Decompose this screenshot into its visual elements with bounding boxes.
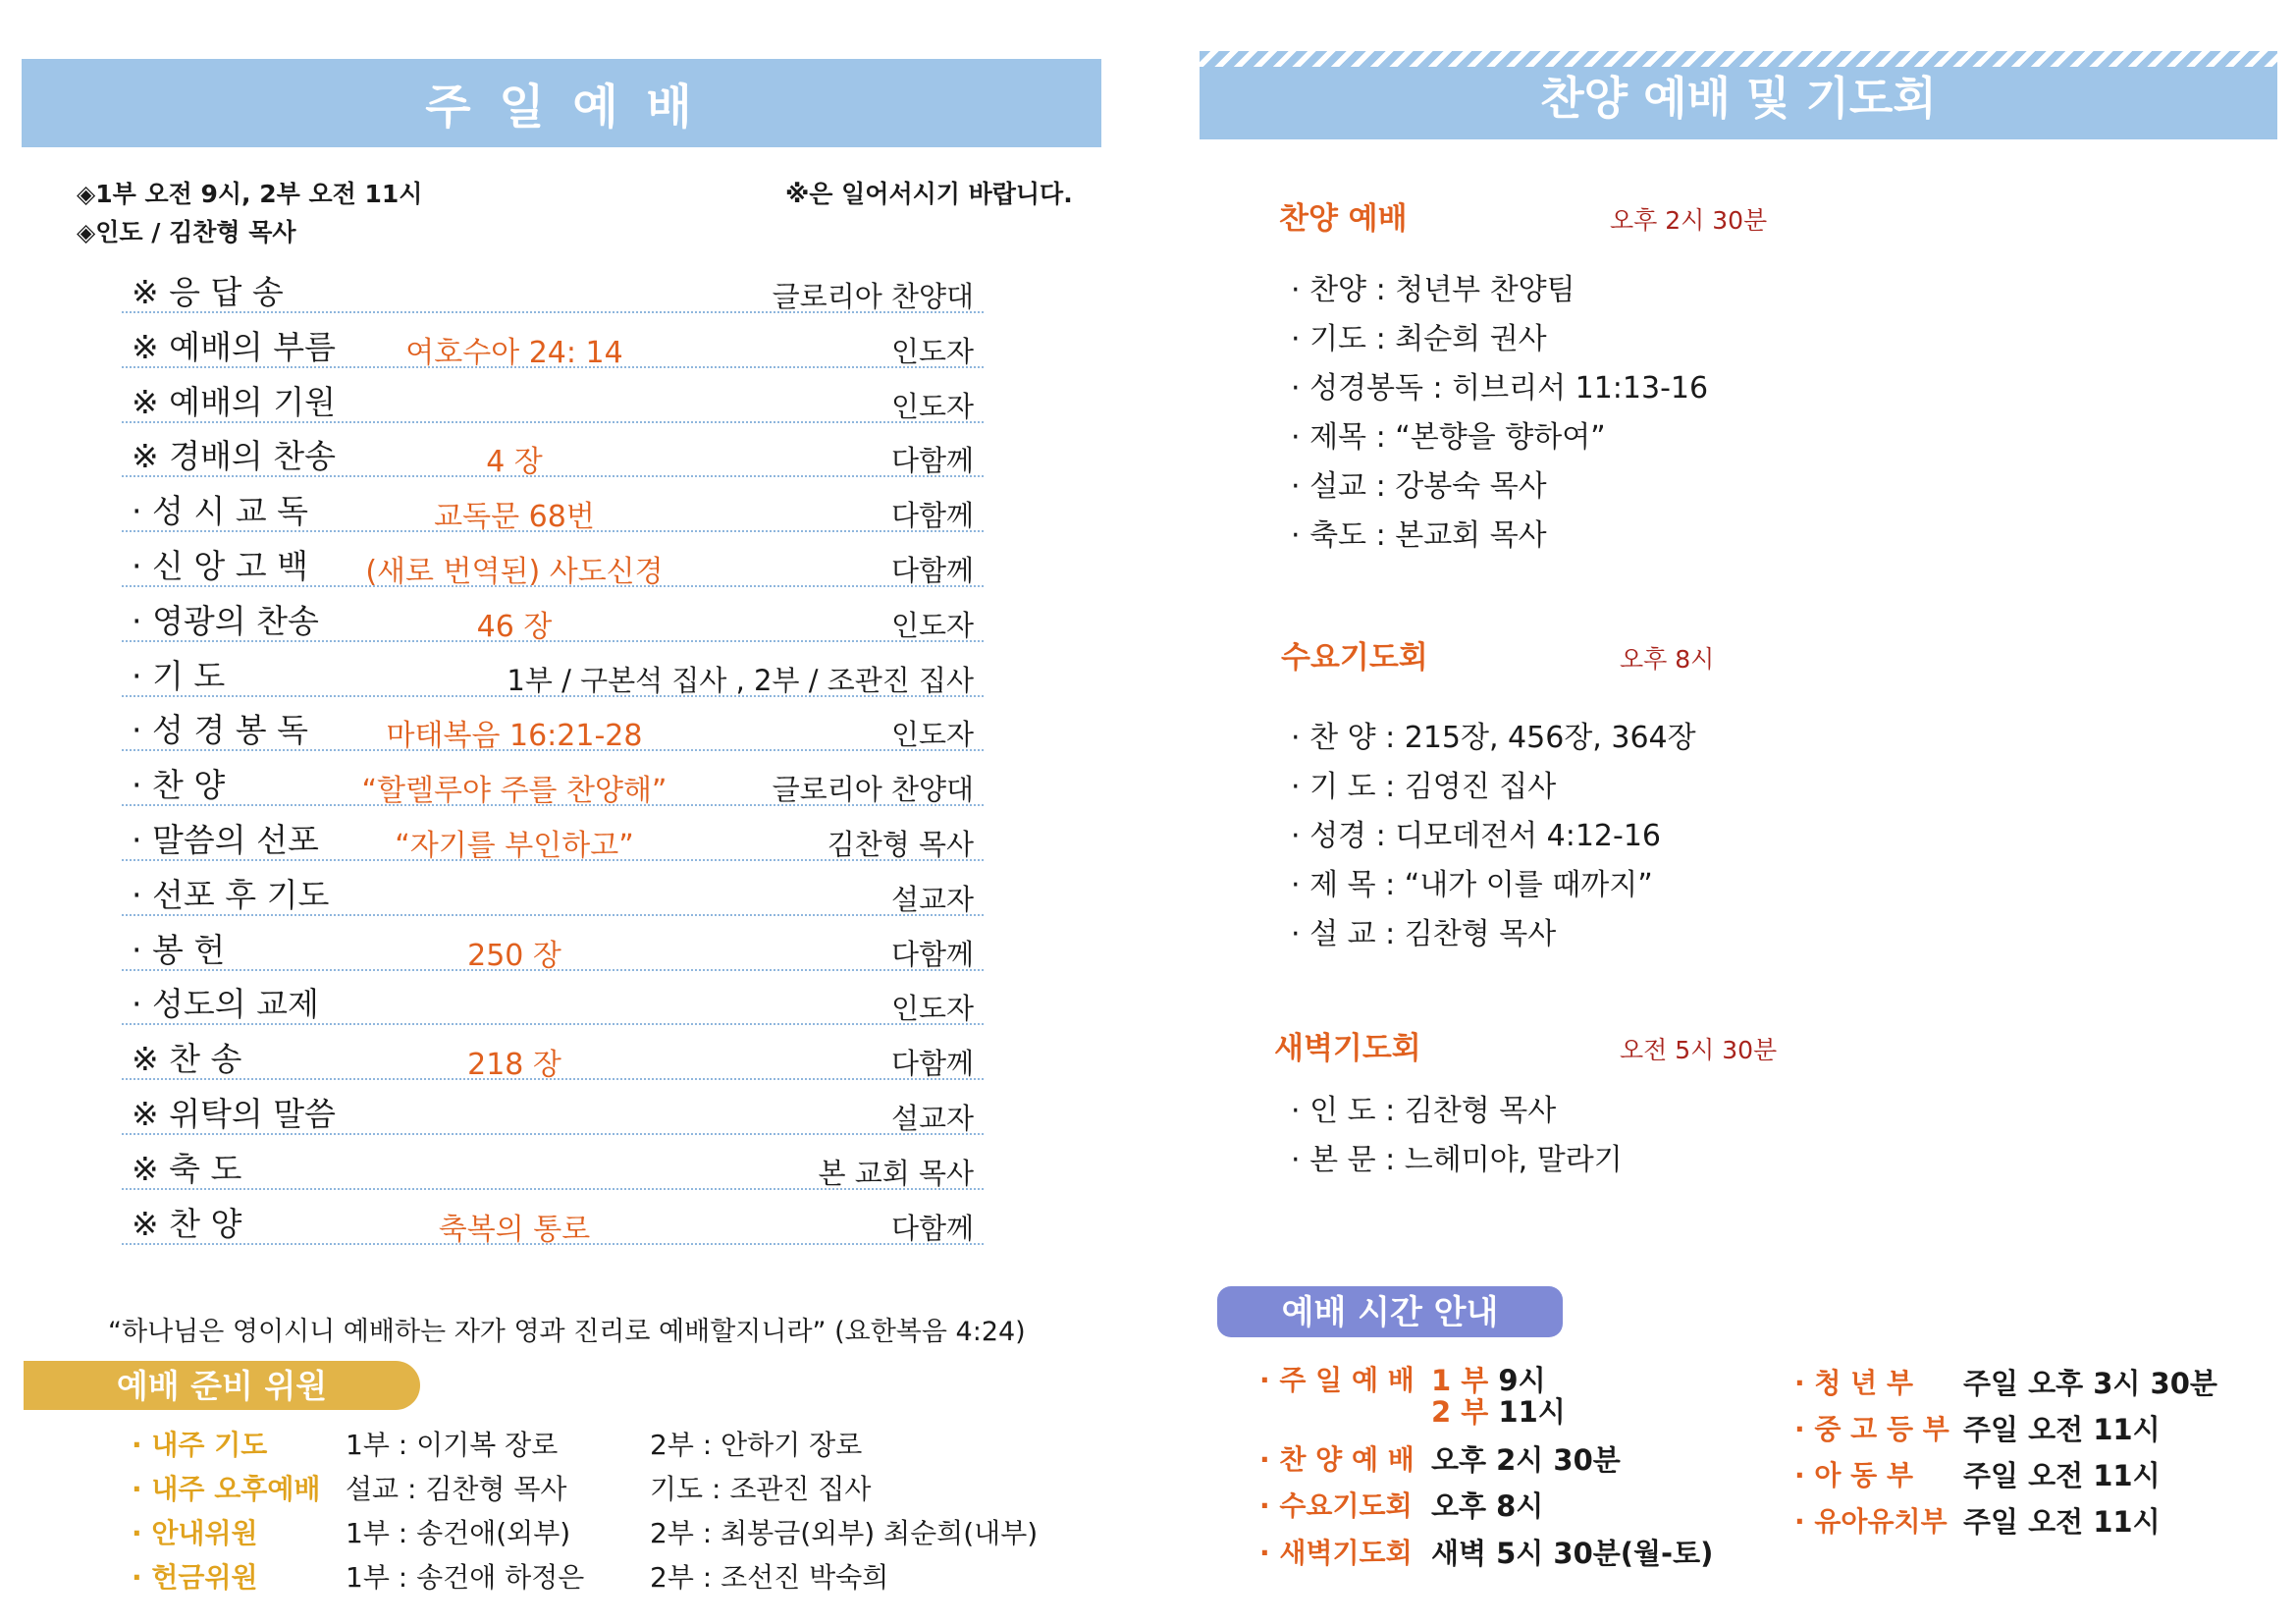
order-item-name: · 기 도 [132, 656, 226, 695]
list-item: · 성경봉독 : 히브리서 11:13-16 [1291, 371, 1709, 406]
order-item-name: ※ 경배의 찬송 [132, 437, 337, 476]
order-item-name: · 성 경 봉 독 [132, 711, 308, 750]
order-row [122, 1079, 984, 1135]
schedule-value: 주일 오전 11시 [1963, 1505, 2161, 1539]
list-item: · 기 도 : 김영진 집사 [1291, 770, 1557, 804]
order-item-leader: 다함께 [890, 1211, 974, 1245]
committee-category: · 안내위원 [132, 1517, 258, 1549]
list-item: · 인 도 : 김찬형 목사 [1291, 1094, 1557, 1128]
list-item: · 찬양 : 청년부 찬양팀 [1291, 273, 1575, 307]
dawn-prayer-title: 새벽기도회 [1274, 1031, 1421, 1066]
order-item-name: ※ 예배의 부름 [132, 327, 337, 366]
order-item-leader: 다함께 [890, 499, 974, 533]
committee-second: 2부 : 안하기 장로 [650, 1429, 863, 1461]
order-item-detail: “할렐루야 주를 찬양해” [361, 774, 667, 809]
order-row [122, 1024, 984, 1083]
schedule-value [1431, 1485, 1543, 1525]
order-item-leader: 다함께 [890, 444, 974, 478]
schedule-value: 주일 오후 3시 30분 [1963, 1367, 2217, 1400]
order-item-detail: 218 장 [467, 1048, 561, 1083]
praise-service-time: 오후 2시 30분 [1610, 206, 1768, 235]
order-row [122, 531, 984, 587]
list-item: · 설 교 : 김찬형 목사 [1291, 917, 1557, 951]
committee-category: · 내주 기도 [132, 1429, 268, 1461]
order-item-detail: 46 장 [476, 609, 553, 644]
order-item-name: ※ 찬 송 [132, 1040, 242, 1079]
order-row [122, 915, 984, 971]
list-item: · 기도 : 최순희 권사 [1291, 322, 1547, 356]
order-row [122, 257, 984, 313]
order-item-name: ※ 위탁의 말씀 [132, 1095, 337, 1133]
order-item-name: ※ 축 도 [132, 1149, 242, 1188]
order-item-name: · 성 시 교 독 [132, 492, 308, 531]
order-item-leader: 1부 / 구본석 집사 , 2부 / 조관진 집사 [507, 663, 974, 697]
order-item-leader: 인도자 [890, 389, 974, 423]
committee-first: 1부 : 송건애(외부) [346, 1517, 571, 1549]
schedule-title: 예배 시간 안내 [1217, 1286, 1563, 1337]
list-item: · 찬 양 : 215장, 456장, 364장 [1291, 721, 1696, 755]
order-row [122, 750, 984, 809]
order-row [122, 695, 984, 754]
schedule-value [1431, 1438, 1621, 1479]
wednesday-prayer-title: 수요기도회 [1281, 640, 1428, 676]
committee-first: 1부 : 이기복 장로 [346, 1429, 559, 1461]
list-item: · 제목 : “본향을 향하여” [1291, 420, 1606, 455]
order-item-name: · 선포 후 기도 [132, 875, 330, 914]
schedule-label: · 수요기도회 [1259, 1489, 1413, 1522]
schedule-value [1431, 1390, 1566, 1431]
order-item-leader: 본 교회 목사 [818, 1156, 974, 1190]
order-row [122, 476, 984, 535]
standing-note: ※은 일어서시기 바랍니다. [785, 180, 1073, 208]
order-item-leader: 글로리아 찬양대 [772, 280, 974, 313]
praise-service-title: 찬양 예배 [1279, 201, 1408, 237]
order-item-detail: 축복의 통로 [438, 1212, 591, 1247]
order-item-detail: “자기를 부인하고” [395, 829, 634, 863]
committee-second: 2부 : 최봉금(외부) 최순희(내부) [650, 1517, 1039, 1549]
service-times: ◈1부 오전 9시, 2부 오전 11시 [77, 180, 423, 208]
schedule-label: · 아 동 부 [1794, 1459, 1914, 1491]
committee-category: · 헌금위원 [132, 1561, 258, 1594]
sunday-service-banner: 주 일 예 배 [22, 59, 1101, 147]
order-item-leader: 인도자 [890, 718, 974, 752]
order-item-leader: 인도자 [890, 334, 974, 368]
order-item-detail: 4 장 [486, 445, 543, 480]
order-row [122, 805, 984, 861]
banner-hatch-stripe [1200, 51, 2277, 67]
schedule-label: · 청 년 부 [1794, 1367, 1914, 1399]
order-row [122, 969, 984, 1025]
order-item-leader: 설교자 [890, 1102, 974, 1135]
order-item-leader: 인도자 [890, 992, 974, 1026]
order-item-name: ※ 예배의 기원 [132, 382, 337, 421]
schedule-label: · 중 고 등 부 [1794, 1413, 1949, 1445]
schedule-time: 11시 [1488, 1395, 1566, 1429]
order-item-name: ※ 응 답 송 [132, 273, 284, 311]
committee-first: 설교 : 김찬형 목사 [346, 1473, 567, 1505]
order-row [122, 312, 984, 368]
order-item-leader: 글로리아 찬양대 [772, 773, 974, 807]
order-item-name: · 봉 헌 [132, 930, 226, 969]
service-leader: ◈인도 / 김찬형 목사 [77, 218, 296, 246]
committee-category: · 내주 오후예배 [132, 1473, 321, 1505]
wednesday-prayer-time: 오후 8시 [1620, 645, 1715, 674]
order-item-leader: 다함께 [890, 937, 974, 971]
schedule-time: 오후 8시 [1431, 1489, 1544, 1523]
order-item-name: ※ 찬 양 [132, 1204, 242, 1243]
order-item-detail: (새로 번역된) 사도신경 [365, 555, 664, 589]
order-row [122, 1134, 984, 1190]
list-item: · 축도 : 본교회 목사 [1291, 518, 1547, 553]
order-item-leader: 다함께 [890, 1047, 974, 1081]
order-item-name: · 말씀의 선포 [132, 821, 319, 859]
schedule-time: 9시 [1488, 1364, 1546, 1397]
order-row [122, 641, 984, 697]
list-item: · 본 문 : 느헤미야, 말라기 [1291, 1143, 1623, 1177]
schedule-value: 주일 오전 11시 [1963, 1459, 2161, 1492]
schedule-value [1431, 1532, 1713, 1572]
order-item-detail: 교독문 68번 [434, 500, 595, 535]
committee-title: 예배 준비 위원 [24, 1361, 420, 1410]
dawn-prayer-time: 오전 5시 30분 [1620, 1036, 1778, 1064]
order-item-name: · 신 앙 고 백 [132, 547, 308, 585]
order-row [122, 421, 984, 480]
order-item-name: · 영광의 찬송 [132, 601, 319, 640]
committee-first: 1부 : 송건애 하정은 [346, 1561, 585, 1594]
schedule-label: · 찬 양 예 배 [1259, 1443, 1415, 1476]
schedule-part: 2 부 [1431, 1395, 1489, 1429]
scripture-quote: “하나님은 영이시니 예배하는 자가 영과 진리로 예배할지니라” (요한복음 4:24) [108, 1317, 1026, 1347]
schedule-label: · 새벽기도회 [1259, 1537, 1413, 1569]
praise-prayer-banner [1200, 51, 2277, 139]
order-item-detail: 마태복음 16:21-28 [386, 719, 643, 754]
order-item-leader: 설교자 [890, 882, 974, 916]
order-item-leader: 김찬형 목사 [827, 828, 974, 861]
order-row [122, 586, 984, 642]
list-item: · 설교 : 강봉숙 목사 [1291, 469, 1547, 504]
order-item-leader: 다함께 [890, 554, 974, 587]
schedule-time: 새벽 5시 30분(월-토) [1431, 1537, 1714, 1570]
order-row [122, 1189, 984, 1245]
order-item-detail: 여호수아 24: 14 [405, 335, 623, 370]
committee-second: 2부 : 조선진 박숙희 [650, 1561, 889, 1594]
order-row [122, 367, 984, 423]
order-row [122, 860, 984, 916]
schedule-label: · 주 일 예 배 [1259, 1364, 1415, 1396]
order-item-name: · 찬 양 [132, 766, 226, 805]
schedule-value: 주일 오전 11시 [1963, 1413, 2161, 1446]
schedule-label: · 유아유치부 [1794, 1505, 1948, 1538]
praise-prayer-banner-title: 찬양 예배 및 기도회 [1540, 72, 1937, 125]
order-item-detail: 250 장 [467, 938, 561, 973]
schedule-part: 1 부 [1431, 1364, 1489, 1397]
committee-second: 기도 : 조관진 집사 [650, 1473, 872, 1505]
order-item-leader: 인도자 [890, 608, 974, 642]
list-item: · 제 목 : “내가 이를 때까지” [1291, 868, 1653, 902]
schedule-time: 오후 2시 30분 [1431, 1443, 1621, 1477]
list-item: · 성경 : 디모데전서 4:12-16 [1291, 819, 1662, 853]
order-item-name: · 성도의 교제 [132, 985, 319, 1024]
